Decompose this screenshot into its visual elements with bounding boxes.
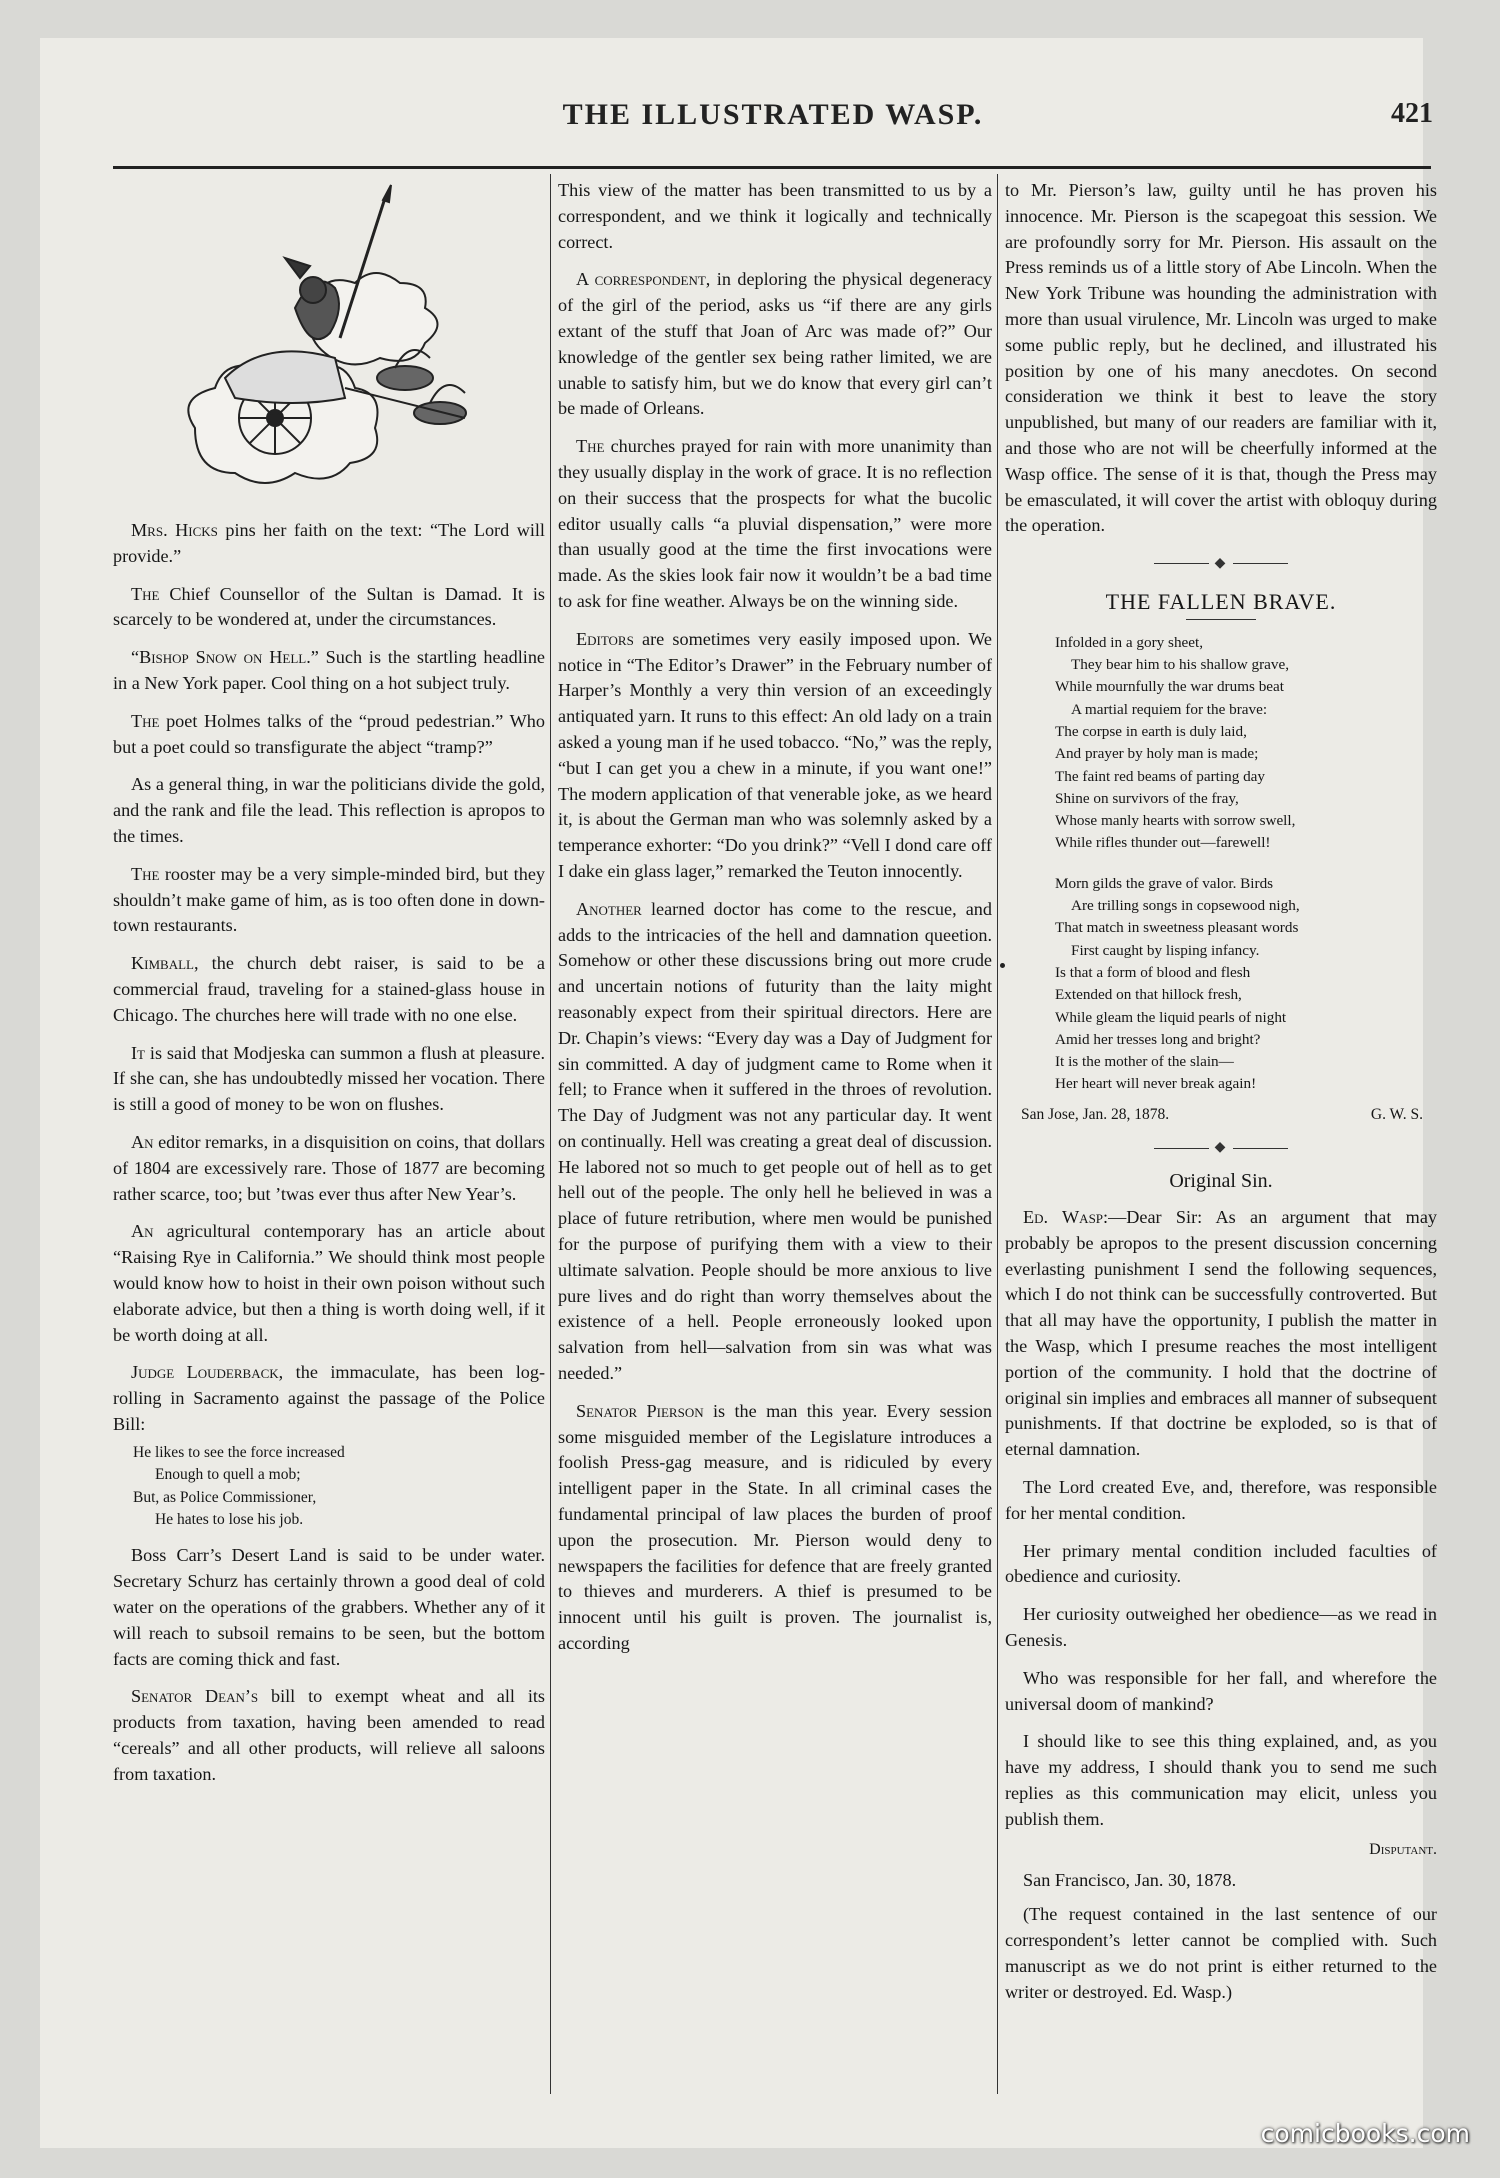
paragraph: Mrs. Hicks pins her faith on the text: “The Lord will provide.” bbox=[113, 520, 545, 566]
paragraph: Judge Louderback, the immaculate, has been log-rolling in Sacramento against the passage of the Police Bill: bbox=[113, 1362, 545, 1434]
paragraph: Senator Dean’s bill to exempt wheat and all its products from taxation, having been amended to read “cereals” and all other products, will relieve all saloons from taxation. bbox=[113, 1686, 545, 1784]
letter-title: Original Sin. bbox=[1169, 1170, 1273, 1193]
paragraph: to Mr. Pierson’s law, guilty until he has proven his innocence. Mr. Pierson is the scapegoat this session. We are profoundly sorry for Mr. Pierson. His assault on the Press reminds us of a little story of Abe Lincoln. When the New York Tribune was hounding the administration with more than usual virulence, Mr. Lincoln was urged to make some public reply, but he declined, and illustrated his position by one of his many anecdotes. On second consideration we think it best to leave the story unpublished, but many of our readers are familiar with it, and those who are not will be cheerfully informed at the Wasp office. The sense of it is that, though the Press may be emasculated, it will cover the artist with obloquy during the operation. bbox=[1005, 180, 1437, 536]
column-1 bbox=[113, 178, 545, 2103]
paragraph: Boss Carr’s Desert Land is said to be under water. Secretary Schurz has certainly thrown a good deal of cold water on the operations of the grabbers. Whether any of it will reach to subsoil remains to be seen, but the bottom facts are coming thick and fast. bbox=[113, 1545, 545, 1669]
page-header bbox=[113, 68, 1433, 138]
paragraph: Another learned doctor has come to the rescue, and adds to the intricacies of the hell and damnation queetion. Somehow or other these discussions bring out more crude and uncertain notions of futurity than the laity might reasonably expect from their spiritual directors. Here are Dr. Chapin’s views: “Every day was a Day of Judgment for sin committed. A day of judgment came to Rome when it fell; to France when it suffered in the throes of revolution. The Day of Judgment was not any particular day. It went on continually. Hell was creating a great deal of discussion. He labored not so much to get people out of hell as to get hell out of the people. The only hell he believed in was a place of future retribution, where men would be punished for the purpose of purifying them with a view to their ultimate salvation. People should be more anxious to live pure lives and do right than worry themselves about the existence of a hell. People erroneously looked upon salvation from hell—salvation from sin was what was needed.” bbox=[558, 898, 992, 1384]
paragraph: The poet Holmes talks of the “proud pedestrian.” Who but a poet could so transfigurate the abject “tramp?” bbox=[113, 710, 545, 757]
column-2 bbox=[558, 178, 992, 2103]
page-title: THE ILLUSTRATED WASP. bbox=[562, 98, 984, 131]
header-rule bbox=[113, 166, 1431, 169]
paragraph: An agricultural contemporary has an article about “Raising Rye in California.” We should think most people would know how to hoist in their own poison without such elaborate advice, but then a thing is worth doing well, if it be worth doing at all. bbox=[113, 1221, 545, 1345]
paragraph: (The request contained in the last sentence of our correspondent’s letter cannot be complied with. Such manuscript as we do not print is either returned to the writer or destroyed. Ed. Wasp.) bbox=[1005, 1904, 1437, 2002]
paragraph: Ed. Wasp:—Dear Sir: As an argument that may probably be apropos to the present discussion concerning everlasting punishment I send the following sequences, which I do not think can be successfully controverted. But that all may have the opportunity, I publish the matter in the Wasp, which I presume reaches the most intelligent portion of the community. I hold that the doctrine of original sin implies and embraces all manner of subsequent punishments. If that doctrine be exploded, so is that of eternal damnation. bbox=[1005, 1207, 1437, 1460]
print-speck bbox=[1000, 963, 1005, 968]
poem-stanza: Infolded in a gory sheet, They bear him to his shallow grave, While mournfully the war drums beat A martial requiem for the brave: The corpse in earth is duly laid, And prayer by holy man is made; The faint red beams of parting day Shine on survivors of the fray, Whose manly hearts with sorrow swell, While rifles thunder out—farewell! bbox=[1055, 633, 1296, 852]
letter-dateline: San Francisco, Jan. 30, 1878. bbox=[1023, 1870, 1237, 1891]
paragraph: Senator Pierson is the man this year. Every session some misguided member of the Legislature introduces a foolish Press-gag measure, and is ridiculed by every intelligent paper in the State. In all criminal cases the fundamental principal of law places the burden of proof upon the prosecution. Mr. Pierson would deny to newspapers the facilities for defence that are freely granted to thieves and murderers. A thief is presumed to be innocent until his guilt is proven. The journalist is, according bbox=[558, 1400, 992, 1654]
paragraph: Editors are sometimes very easily imposed upon. We notice in “The Editor’s Drawer” in the February number of Harper’s Monthly a very thin version of an exceedingly antiquated yarn. It runs to this effect: An old lady on a train asked a young man if he used tobacco. “No,” was the reply, “but I can get you a chew in a minute, if you want one!” The modern application of that venerable joke, as we heard it, is about the German man who was solemnly asked by a temperance exhorter: “Do you drink?” “Vell I dond care off I dake ein glass lager,” remarked the Teuton innocently. bbox=[558, 628, 992, 881]
title-rule bbox=[1186, 619, 1256, 620]
paragraph: Her curiosity outweighed her obedience—as we read in Genesis. bbox=[1005, 1604, 1437, 1651]
paragraph: Who was responsible for her fall, and wherefore the universal doom of mankind? bbox=[1005, 1667, 1437, 1714]
paragraph: This view of the matter has been transmitted to us by a correspondent, and we think it logically and technically correct. bbox=[558, 180, 992, 252]
paragraph: The churches prayed for rain with more unanimity than they usually display in the work of grace. It is no reflection on their success that the prospects for what the bucolic editor usually calls “a pluvial dispensation,” were more than usually good at the time the first invocations were made. As the skies look fair now it wouldn’t be a bad time to ask for fine weather. Always be on the winning side. bbox=[558, 436, 992, 611]
page-number: 421 bbox=[1391, 98, 1433, 129]
poem-signature: G. W. S. bbox=[1370, 1105, 1423, 1123]
letter-signature: Disputant. bbox=[1369, 1840, 1437, 1858]
paragraph: “Bishop Snow on Hell.” Such is the startling headline in a New York paper. Cool thing on a hot subject truly. bbox=[113, 647, 545, 693]
paragraph: An editor remarks, in a disquisition on coins, that dollars of 1804 are excessively rare. Those of 1877 are becoming rather scarce, too; but ’twas ever thus after New Year’s. bbox=[113, 1131, 545, 1204]
paragraph: Kimball, the church debt raiser, is said to be a commercial fraud, traveling for a stained-glass house in Chicago. The churches here will trade with no one else. bbox=[113, 953, 545, 1025]
paragraph: Her primary mental condition included faculties of obedience and curiosity. bbox=[1005, 1540, 1437, 1587]
paragraph: It is said that Modjeska can summon a flush at pleasure. If she can, she has undoubtedly missed her vocation. There is still a good of money to be won on flushes. bbox=[113, 1042, 545, 1115]
ornament-divider: ◆ bbox=[1005, 551, 1437, 577]
paragraph: I should like to see this thing explained, and, as you have my address, I should thank you to send me such replies as this communication may elicit, unless you publish them. bbox=[1005, 1731, 1437, 1829]
poem-stanza: Morn gilds the grave of valor. Birds Are trilling songs in copsewood nigh, That match in sweetness pleasant words First caught by lisping infancy. Is that a form of blood and flesh Extended on that hillock fresh, While gleam the liquid pearls of night Amid her tresses long and bright? It is the mother of the slain— Her heart will never break again! bbox=[1055, 874, 1300, 1093]
verse: He likes to see the force increased Enough to quell a mob; But, as Police Commissioner, He hates to lose his job. bbox=[133, 1443, 345, 1528]
paragraph: The rooster may be a very simple-minded bird, but they shouldn’t make game of him, as is too often done in down-town restaurants. bbox=[113, 863, 545, 936]
paragraph: A correspondent, in deploring the physical degeneracy of the girl of the period, asks us “if there are any girls extant of the stuff that Joan of Arc was made of?” Our knowledge of the gentler sex being rather limited, we are unable to satisfy him, but we do know that every girl can’t be made of Orleans. bbox=[558, 269, 992, 419]
chariot-illustration bbox=[165, 178, 495, 508]
poem-byline bbox=[1005, 1102, 1437, 1128]
newspaper-page bbox=[40, 38, 1437, 2148]
column-3 bbox=[1005, 178, 1437, 2103]
watermark: comicbooks.com bbox=[1260, 2119, 1470, 2148]
column-rule bbox=[997, 174, 998, 2094]
column-rule bbox=[550, 174, 551, 2094]
poem-place: San Jose, Jan. 28, 1878. bbox=[1021, 1105, 1170, 1123]
paragraph: The Chief Counsellor of the Sultan is Damad. It is scarcely to be wondered at, under the circumstances. bbox=[113, 583, 545, 630]
paragraph: The Lord created Eve, and, therefore, was responsible for her mental condition. bbox=[1005, 1477, 1437, 1523]
ornament-divider: ◆ bbox=[1005, 1135, 1437, 1161]
poem-title: THE FALLEN BRAVE. bbox=[1105, 588, 1337, 614]
paragraph: As a general thing, in war the politicians divide the gold, and the rank and file the lead. This reflection is apropos to the times. bbox=[113, 774, 545, 846]
